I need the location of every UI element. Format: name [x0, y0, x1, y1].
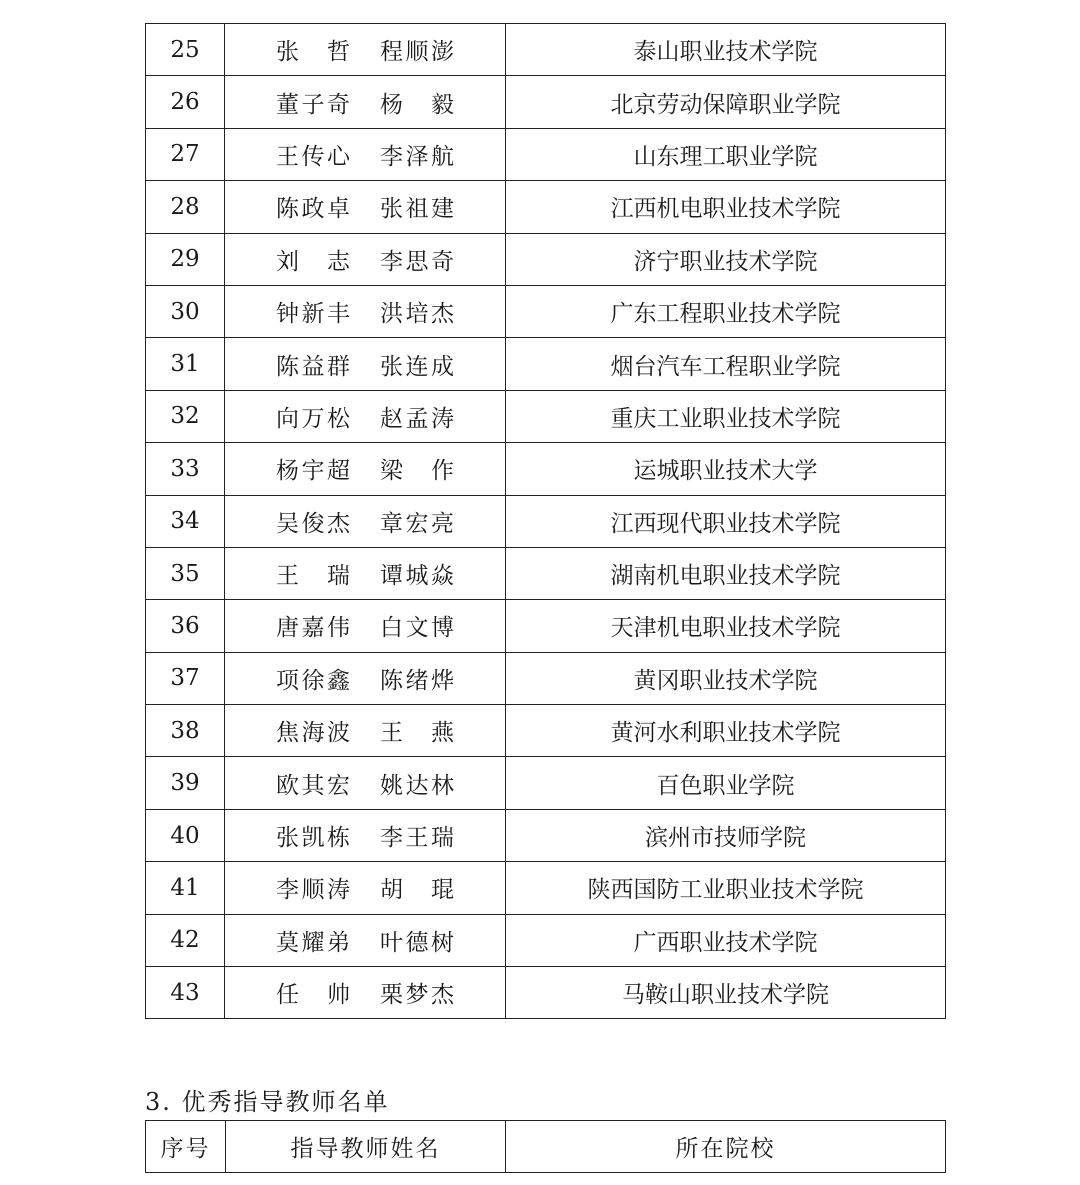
table-row	[146, 495, 946, 547]
student-names-cell	[225, 547, 506, 599]
student-name-1: 莫耀弟	[276, 929, 350, 956]
student-name-2: 梁 作	[380, 458, 454, 485]
school-name: 广西职业技术学院	[506, 914, 946, 966]
student-names-cell	[225, 652, 506, 704]
school-name: 黄河水利职业技术学院	[506, 705, 946, 757]
row-number: 32	[146, 390, 225, 442]
student-name-2: 陈绪烨	[380, 667, 454, 694]
row-number: 31	[146, 338, 225, 390]
school-name: 湖南机电职业技术学院	[506, 547, 946, 599]
table-row	[146, 128, 946, 180]
row-number: 25	[146, 24, 225, 76]
school-name: 烟台汽车工程职业学院	[506, 338, 946, 390]
table-row	[146, 809, 946, 861]
row-number: 37	[146, 652, 225, 704]
student-name-2: 程顺澎	[380, 39, 454, 66]
student-names	[225, 86, 505, 119]
row-number: 26	[146, 76, 225, 128]
school-name: 滨州市技师学院	[506, 809, 946, 861]
row-number: 41	[146, 862, 225, 914]
student-name-2: 洪培杰	[380, 301, 454, 328]
student-names-cell	[225, 233, 506, 285]
student-names-cell	[225, 495, 506, 547]
student-name-2: 栗梦杰	[380, 982, 454, 1009]
student-names	[225, 505, 505, 538]
student-names-cell	[225, 914, 506, 966]
row-number: 43	[146, 967, 225, 1019]
student-names-cell	[225, 862, 506, 914]
student-name-2: 王 燕	[380, 720, 454, 747]
student-name-1: 焦海波	[276, 720, 350, 747]
student-name-1: 陈益群	[276, 353, 350, 380]
student-names	[225, 819, 505, 852]
school-name: 山东理工职业学院	[506, 128, 946, 180]
student-names-cell	[225, 809, 506, 861]
header-num: 序号	[146, 1121, 226, 1173]
table-row	[146, 600, 946, 652]
row-number: 35	[146, 547, 225, 599]
header-teacher-name: 指导教师姓名	[226, 1121, 506, 1173]
award-table	[145, 23, 946, 1019]
student-names	[225, 33, 505, 66]
student-name-2: 赵孟涛	[380, 405, 454, 432]
row-number: 28	[146, 181, 225, 233]
student-name-1: 欧其宏	[276, 772, 350, 799]
school-name: 运城职业技术大学	[506, 443, 946, 495]
table-row	[146, 390, 946, 442]
student-name-1: 陈政卓	[276, 196, 350, 223]
student-names-cell	[225, 443, 506, 495]
student-names	[225, 190, 505, 223]
student-names-cell	[225, 76, 506, 128]
row-number: 36	[146, 600, 225, 652]
school-name: 重庆工业职业技术学院	[506, 390, 946, 442]
student-names-cell	[225, 181, 506, 233]
student-name-2: 叶德树	[380, 929, 454, 956]
student-name-1: 董子奇	[276, 91, 350, 118]
student-name-1: 吴俊杰	[276, 510, 350, 537]
school-name: 马鞍山职业技术学院	[506, 967, 946, 1019]
header-school: 所在院校	[506, 1121, 946, 1173]
school-name: 黄冈职业技术学院	[506, 652, 946, 704]
student-name-2: 李泽航	[380, 143, 454, 170]
student-names	[225, 976, 505, 1009]
table-row	[146, 652, 946, 704]
student-names	[225, 609, 505, 642]
student-name-2: 李思奇	[380, 248, 454, 275]
student-names-cell	[225, 24, 506, 76]
table-row	[146, 443, 946, 495]
student-name-1: 王 瑞	[276, 563, 350, 590]
table-row	[146, 285, 946, 337]
table-row	[146, 757, 946, 809]
row-number: 34	[146, 495, 225, 547]
student-names-cell	[225, 285, 506, 337]
row-number: 33	[146, 443, 225, 495]
student-names	[225, 452, 505, 485]
student-name-1: 王传心	[276, 143, 350, 170]
school-name: 百色职业学院	[506, 757, 946, 809]
student-names-cell	[225, 967, 506, 1019]
student-names	[225, 348, 505, 381]
student-name-1: 向万松	[276, 405, 350, 432]
teacher-table-header-row	[146, 1121, 946, 1173]
student-name-1: 任 帅	[276, 982, 350, 1009]
student-name-1: 项徐鑫	[276, 667, 350, 694]
table-row	[146, 547, 946, 599]
award-table-body	[146, 24, 946, 1019]
student-name-2: 张祖建	[380, 196, 454, 223]
student-names	[225, 924, 505, 957]
table-row	[146, 862, 946, 914]
student-names	[225, 714, 505, 747]
student-name-2: 杨 毅	[380, 91, 454, 118]
school-name: 济宁职业技术学院	[506, 233, 946, 285]
row-number: 39	[146, 757, 225, 809]
student-name-1: 张 哲	[276, 39, 350, 66]
school-name: 江西机电职业技术学院	[506, 181, 946, 233]
section-title: 3. 优秀指导教师名单	[145, 1088, 390, 1116]
student-name-1: 刘 志	[276, 248, 350, 275]
student-name-2: 白文博	[380, 615, 454, 642]
school-name: 天津机电职业技术学院	[506, 600, 946, 652]
student-names-cell	[225, 757, 506, 809]
student-names	[225, 557, 505, 590]
student-name-2: 胡 琨	[380, 877, 454, 904]
row-number: 42	[146, 914, 225, 966]
table-row	[146, 967, 946, 1019]
student-names-cell	[225, 600, 506, 652]
student-names-cell	[225, 390, 506, 442]
student-name-2: 李王瑞	[380, 825, 454, 852]
student-names	[225, 662, 505, 695]
student-name-2: 张连成	[380, 353, 454, 380]
table-row	[146, 705, 946, 757]
student-name-1: 钟新丰	[276, 301, 350, 328]
student-name-1: 张凯栋	[276, 825, 350, 852]
student-name-2: 章宏亮	[380, 510, 454, 537]
school-name: 广东工程职业技术学院	[506, 285, 946, 337]
row-number: 30	[146, 285, 225, 337]
table-row	[146, 338, 946, 390]
school-name: 江西现代职业技术学院	[506, 495, 946, 547]
student-names	[225, 243, 505, 276]
student-name-2: 姚达林	[380, 772, 454, 799]
student-names-cell	[225, 128, 506, 180]
school-name: 北京劳动保障职业学院	[506, 76, 946, 128]
student-names	[225, 138, 505, 171]
row-number: 38	[146, 705, 225, 757]
table-row	[146, 914, 946, 966]
table-row	[146, 181, 946, 233]
table-row	[146, 76, 946, 128]
school-name: 泰山职业技术学院	[506, 24, 946, 76]
student-name-1: 杨宇超	[276, 458, 350, 485]
student-names	[225, 767, 505, 800]
teacher-table	[145, 1120, 946, 1173]
student-names-cell	[225, 338, 506, 390]
row-number: 40	[146, 809, 225, 861]
student-names	[225, 871, 505, 904]
student-names	[225, 295, 505, 328]
student-names-cell	[225, 705, 506, 757]
row-number: 29	[146, 233, 225, 285]
student-name-1: 李顺涛	[276, 877, 350, 904]
student-name-1: 唐嘉伟	[276, 615, 350, 642]
student-name-2: 谭城焱	[380, 563, 454, 590]
row-number: 27	[146, 128, 225, 180]
table-row	[146, 233, 946, 285]
school-name: 陕西国防工业职业技术学院	[506, 862, 946, 914]
table-row	[146, 24, 946, 76]
student-names	[225, 400, 505, 433]
